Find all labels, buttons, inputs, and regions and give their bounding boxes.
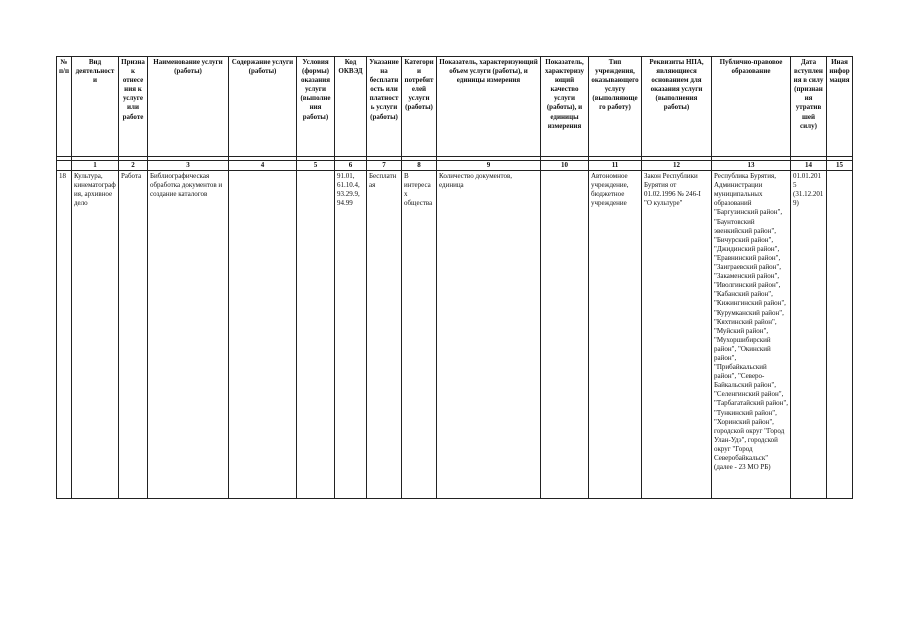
sign-cell: Работа xyxy=(119,171,148,499)
column-number-cell: 8 xyxy=(402,161,437,171)
conditions-cell xyxy=(297,171,335,499)
header-cell-institution-type: Тип учреждения, оказывающего услугу (выполняющего работу) xyxy=(589,57,642,157)
header-cell-effective-date: Дата вступления в силу (признания утратившей силу) xyxy=(791,57,827,157)
header-cell-quality-indicator: Показатель, характеризующий качество услуги (работы), и единицы измерения xyxy=(541,57,589,157)
column-number-cell: 2 xyxy=(119,161,148,171)
column-number-cell: 7 xyxy=(367,161,402,171)
column-number-cell: 15 xyxy=(827,161,853,171)
header-cell-number: № п/п xyxy=(57,57,72,157)
column-number-cell: 9 xyxy=(437,161,541,171)
column-number-cell: 5 xyxy=(297,161,335,171)
column-number-cell: 3 xyxy=(148,161,229,171)
column-number-cell: 11 xyxy=(589,161,642,171)
payment-cell: Бесплатная xyxy=(367,171,402,499)
public-entity-cell: Республика Бурятия, Администрации муниципальных образований "Баргузинский район", "Баунтовский эвенкийский район", "Бичурский район", "Джидинский район", "Еравнинский район", "Заиграевский район", "Закаменский район", "Иволгинский район", "Кабанский район", "Кижингинский район", "Курумканский район", "Кяхтинский район", "Муйский район", "Мухоршибирский район", "Окинский район", "Прибайкальский район", "Северо-Байкальский район", "Селенгинский район", "Тарбагатайский район", "Тункинский район", "Хоринский район", городской округ "Город Улан-Удэ", городской округ "Город Северобайкальск" (далее - 23 МО РБ) xyxy=(712,171,791,499)
header-cell-volume-indicator: Показатель, характеризующий объем услуги (работы), и единицы измерения xyxy=(437,57,541,157)
header-cell-activity: Вид деятельности xyxy=(72,57,119,157)
header-cell-content: Содержание услуги (работы) xyxy=(229,57,297,157)
table-row xyxy=(57,171,853,499)
header-cell-okved: Код ОКВЭД xyxy=(335,57,367,157)
npa-cell: Закон Республики Бурятия от 01.02.1996 № 246-I "О культуре" xyxy=(642,171,712,499)
header-cell-sign: Признак отнесения к услуге или работе xyxy=(119,57,148,157)
other-info-cell xyxy=(827,171,853,499)
services-register-table xyxy=(56,56,853,499)
quality-indicator-cell xyxy=(541,171,589,499)
column-number-cell: 10 xyxy=(541,161,589,171)
header-cell-conditions: Условия (формы) оказания услуги (выполнения работы) xyxy=(297,57,335,157)
row-number-cell: 18 xyxy=(57,171,72,499)
header-cell-payment: Указание на бесплатность или платность услуги (работы) xyxy=(367,57,402,157)
content-cell xyxy=(229,171,297,499)
column-number-cell xyxy=(57,161,72,171)
header-cell-consumers: Категории потребителей услуги (работы) xyxy=(402,57,437,157)
okved-cell: 91.01, 61.10.4, 93.29.9, 94.99 xyxy=(335,171,367,499)
column-number-cell: 14 xyxy=(791,161,827,171)
effective-date-cell: 01.01.2015 (31.12.2019) xyxy=(791,171,827,499)
volume-indicator-cell: Количество документов, единица xyxy=(437,171,541,499)
header-cell-public-entity: Публично-правовое образование xyxy=(712,57,791,157)
institution-type-cell: Автономное учреждение, бюджетное учреждение xyxy=(589,171,642,499)
activity-cell: Культура, кинематография, архивное дело xyxy=(72,171,119,499)
header-cell-name: Наименование услуги (работы) xyxy=(148,57,229,157)
column-number-cell: 12 xyxy=(642,161,712,171)
column-number-cell: 1 xyxy=(72,161,119,171)
header-cell-other: Иная информация xyxy=(827,57,853,157)
column-number-cell: 4 xyxy=(229,161,297,171)
header-row xyxy=(57,57,853,157)
column-number-cell: 6 xyxy=(335,161,367,171)
service-name-cell: Библиографическая обработка документов и создание каталогов xyxy=(148,171,229,499)
column-number-row xyxy=(57,161,853,171)
consumers-cell: В интересах общества xyxy=(402,171,437,499)
header-cell-npa: Реквизиты НПА, являющиеся основанием для оказания услуги (выполнения работы) xyxy=(642,57,712,157)
column-number-cell: 13 xyxy=(712,161,791,171)
